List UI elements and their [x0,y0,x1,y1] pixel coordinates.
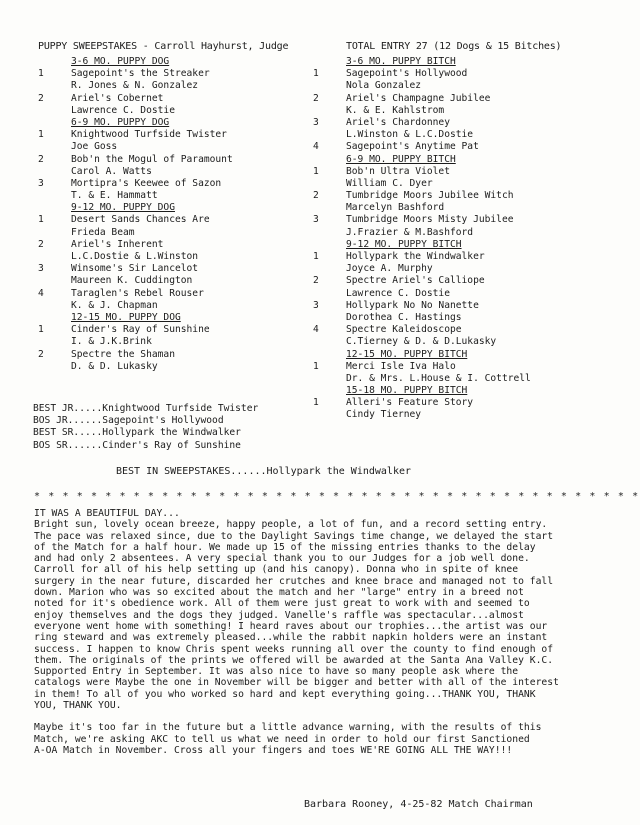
closing-line: A-OA Match in November. Cross all your fingers and toes WE'RE GOING ALL THE WAY!!! [34,744,513,756]
bitch-entry [313,251,633,263]
dog-results-column [38,56,313,373]
report-line: everyone went home with something! I heard raves about our trophies...the artist was our [34,620,548,632]
bitch-entry [313,202,633,214]
placement-number: 1 [313,68,319,80]
entry-text: Carol A. Watts [71,165,152,177]
entry-text: R. Jones & N. Gonzalez [71,80,199,92]
report-line: ring steward and was extremely pleased...while the rabbit napkin holders were an instant [34,632,548,644]
dog-entry [38,129,313,141]
dog-entry [38,251,313,263]
dog-entry [38,178,313,190]
placement-number: 1 [313,360,319,372]
report-line: surgery in the near future, discarded her crutches and knee brace and managed not to fall [34,575,554,587]
entry-text: Bob'n the Mogul of Paramount [71,153,233,165]
placement-number: 1 [38,129,44,141]
placement-number: 1 [38,214,44,226]
entry-text: Merci Isle Iva Halo [346,360,456,372]
best-senior: BEST SR.....Hollypark the Windwalker [33,427,241,439]
entry-text: Lawrence C. Dostie [346,287,450,299]
dog-section-heading [38,117,313,129]
bitch-entry [313,117,633,129]
class-title: 9-12 MO. PUPPY DOG [71,202,175,214]
placement-number: 3 [313,299,319,311]
report-line: down. Marion who was so excited about the match and her "large" entry in a breed not [34,587,524,599]
report-heading: IT WAS A BEAUTIFUL DAY... [34,508,180,519]
placement-number: 1 [313,251,319,262]
entry-text: Dr. & Mrs. L.House & I. Cottrell [346,372,531,384]
report-line: YOU, THANK YOU. [34,700,122,712]
bitch-entry [313,214,633,226]
bitch-entry [313,300,633,312]
entry-text: Tumbridge Moors Misty Jubilee [346,214,514,226]
entry-text: Ariel's Chardonney [346,116,450,128]
dog-entry [38,324,313,336]
placement-number: 3 [313,116,319,128]
bitch-entry [313,373,633,385]
entry-text: Sagepoint's Hollywood [346,68,468,80]
entry-text: L.C.Dostie & L.Winston [71,251,199,262]
entry-text: Alleri's Feature Story [346,397,474,409]
entry-text: Joe Goss [71,141,118,153]
bitch-entry [313,397,633,409]
dog-entry [38,239,313,251]
entry-text: Cindy Tierney [346,409,422,421]
dog-section-heading [38,56,313,68]
entry-text: Sagepoint's the Streaker [71,68,210,80]
placement-number: 3 [38,177,44,189]
bitch-entry [313,129,633,141]
entry-text: Bob'n Ultra Violet [346,165,450,177]
entry-text: Frieda Beam [71,226,135,238]
report-closing [34,722,624,756]
placement-number: 4 [313,141,319,153]
report-line: catalogs were Maybe the one in November will be bigger and better with all of the interest [34,677,559,689]
entry-text: William C. Dyer [346,177,433,189]
bitch-entry [313,166,633,178]
bitch-entry [313,324,633,336]
best-opposite-junior: BOS JR......Sagepoint's Hollywood [33,415,224,427]
entry-text: Nola Gonzalez [346,80,422,92]
entry-text: Spectre Kaleidoscope [346,324,462,336]
bitch-entry [313,409,633,421]
match-report [34,508,624,756]
class-title: 3-6 MO. PUPPY BITCH [346,56,456,67]
entry-text: Lawrence C. Dostie [71,104,175,116]
entry-text: L.Winston & L.C.Dostie [346,129,474,141]
dog-entry [38,227,313,239]
bitch-entry [313,178,633,190]
placement-number: 1 [313,165,319,177]
class-title: 6-9 MO. PUPPY BITCH [346,153,456,165]
entry-text: Spectre Ariel's Calliope [346,275,485,287]
best-in-sweepstakes: BEST IN SWEEPSTAKES......Hollypark the Windwalker [116,466,412,477]
bitch-section-heading [313,239,633,251]
placement-number: 4 [313,324,319,336]
report-line: Supported Entry in September. It was also nice to have so many people ask where the [34,666,519,678]
entry-text: Knightwood Turfside Twister [71,129,227,141]
dog-entry [38,275,313,287]
dog-entry [38,361,313,373]
placement-number: 4 [38,287,44,299]
best-awards [33,403,258,452]
placement-number: 1 [313,397,319,409]
placement-number: 2 [313,275,319,287]
dog-entry [38,141,313,153]
bitch-entry [313,93,633,105]
dog-entry [38,80,313,92]
report-line: and had only 2 absentees. A very special thank you to our Judges for a job well done. [34,553,530,565]
entry-text: Dorothea C. Hastings [346,311,462,323]
entry-text: Hollypark No No Nanette [346,299,479,311]
bitch-section-heading [313,385,633,397]
report-line: them. The originals of the prints we offered will be awarded at the Santa Ana Valley K.C. [34,654,554,666]
dog-section-heading [38,312,313,324]
bitch-entry [313,263,633,275]
best-junior: BEST JR.....Knightwood Turfside Twister [33,403,259,414]
dog-entry [38,336,313,348]
dog-entry [38,68,313,80]
placement-number: 2 [313,92,319,104]
dog-entry [38,93,313,105]
report-line: Carroll for all of his help setting up (and his canopy). Donna who in spite of knee [34,564,519,576]
placement-number: 2 [313,190,319,202]
bitch-entry [313,190,633,202]
placement-number: 2 [38,92,44,104]
report-line: enjoy themselves and the dogs they judged. Vanelle's raffle was spectacular...almost [34,609,524,621]
dog-entry [38,288,313,300]
entry-text: T. & E. Hammatt [71,190,158,202]
report-line: success. I happen to know Chris spent weeks running all over the county to find enough of [34,643,554,655]
dog-entry [38,349,313,361]
bitch-entry [313,141,633,153]
dog-entry [38,214,313,226]
best-opposite-senior: BOS SR......Cinder's Ray of Sunshine [33,439,241,451]
bitch-entry [313,275,633,287]
class-title: 12-15 MO. PUPPY DOG [71,311,181,323]
dog-entry [38,263,313,275]
entry-text: Ariel's Inherent [71,238,164,250]
entry-text: Hollypark the Windwalker [346,251,485,262]
bitch-section-heading [313,154,633,166]
entry-text: Cinder's Ray of Sunshine [71,324,210,336]
entry-text: I. & J.K.Brink [71,336,152,348]
entry-text: Desert Sands Chances Are [71,214,210,226]
entry-text: Marcelyn Bashford [346,202,445,214]
entry-text: Ariel's Champagne Jubilee [346,92,491,104]
bitch-entry [313,227,633,239]
entry-text: J.Frazier & M.Bashford [346,226,474,238]
entry-text: Maureen K. Cuddington [71,275,193,287]
placement-number: 2 [38,348,44,360]
placement-number: 1 [38,68,44,80]
star-divider: * * * * * * * * * * * * * * * * * * * * * * * * * * * * * * * * * * * * * * * * * * * [34,491,640,502]
entry-text: K. & J. Chapman [71,299,158,311]
placement-number: 3 [38,263,44,275]
entry-text: Joyce A. Murphy [346,263,433,275]
entry-text: Ariel's Cobernet [71,92,164,104]
entry-text: C.Tierney & D. & D.Lukasky [346,336,497,348]
entry-text: K. & E. Kahlstrom [346,104,445,116]
bitch-entry [313,105,633,117]
entry-text: D. & D. Lukasky [71,360,158,372]
report-body [34,519,624,711]
placement-number: 1 [38,324,44,336]
placement-number: 2 [38,153,44,165]
bitch-entry [313,361,633,373]
placement-number: 2 [38,238,44,250]
bitch-section-heading [313,349,633,361]
report-line: noted for it's obedience work. All of them were just great to work with and seemed to [34,598,530,610]
bitch-entry [313,80,633,92]
sweepstakes-title: PUPPY SWEEPSTAKES - Carroll Hayhurst, Judge [38,41,289,52]
total-entry: TOTAL ENTRY 27 (12 Dogs & 15 Bitches) [346,41,562,52]
bitch-entry [313,336,633,348]
report-line: of the Match for a half hour. We made up 15 of the missing entries thanks to the delay [34,541,536,553]
class-title: 12-15 MO. PUPPY BITCH [346,348,468,360]
entry-text: Spectre the Shaman [71,348,175,360]
closing-line: Match, we're asking AKC to tell us what we need in order to hold our first Sanctioned [34,733,530,745]
bitch-entry [313,312,633,324]
signature: Barbara Rooney, 4-25-82 Match Chairman [304,799,533,810]
class-title: 9-12 MO. PUPPY BITCH [346,238,462,250]
class-title: 6-9 MO. PUPPY DOG [71,116,170,128]
class-title: 15-18 MO. PUPPY BITCH [346,385,468,397]
entry-text: Mortipra's Keewee of Sazon [71,177,222,189]
report-line: Bright sun, lovely ocean breeze, happy people, a lot of fun, and a record setting entry. [34,519,548,531]
dog-section-heading [38,202,313,214]
dog-entry [38,300,313,312]
bitch-entry [313,68,633,80]
placement-number: 3 [313,214,319,226]
dog-entry [38,154,313,166]
bitch-entry [313,288,633,300]
bitch-section-heading [313,56,633,68]
entry-text: Tumbridge Moors Jubilee Witch [346,190,514,202]
report-line: in them! To all of you who worked so hard and kept everything going...THANK YOU, THANK [34,688,536,700]
entry-text: Sagepoint's Anytime Pat [346,141,479,153]
class-title: 3-6 MO. PUPPY DOG [71,56,170,67]
dog-entry [38,105,313,117]
report-line: The pace was relaxed since, due to the Daylight Savings time change, we delayed the start [34,530,554,542]
bitch-results-column [313,56,633,422]
entry-text: Taraglen's Rebel Rouser [71,287,204,299]
dog-entry [38,166,313,178]
entry-text: Winsome's Sir Lancelot [71,263,199,275]
closing-line: Maybe it's too far in the future but a little advance warning, with the results of this [34,722,542,734]
dog-entry [38,190,313,202]
